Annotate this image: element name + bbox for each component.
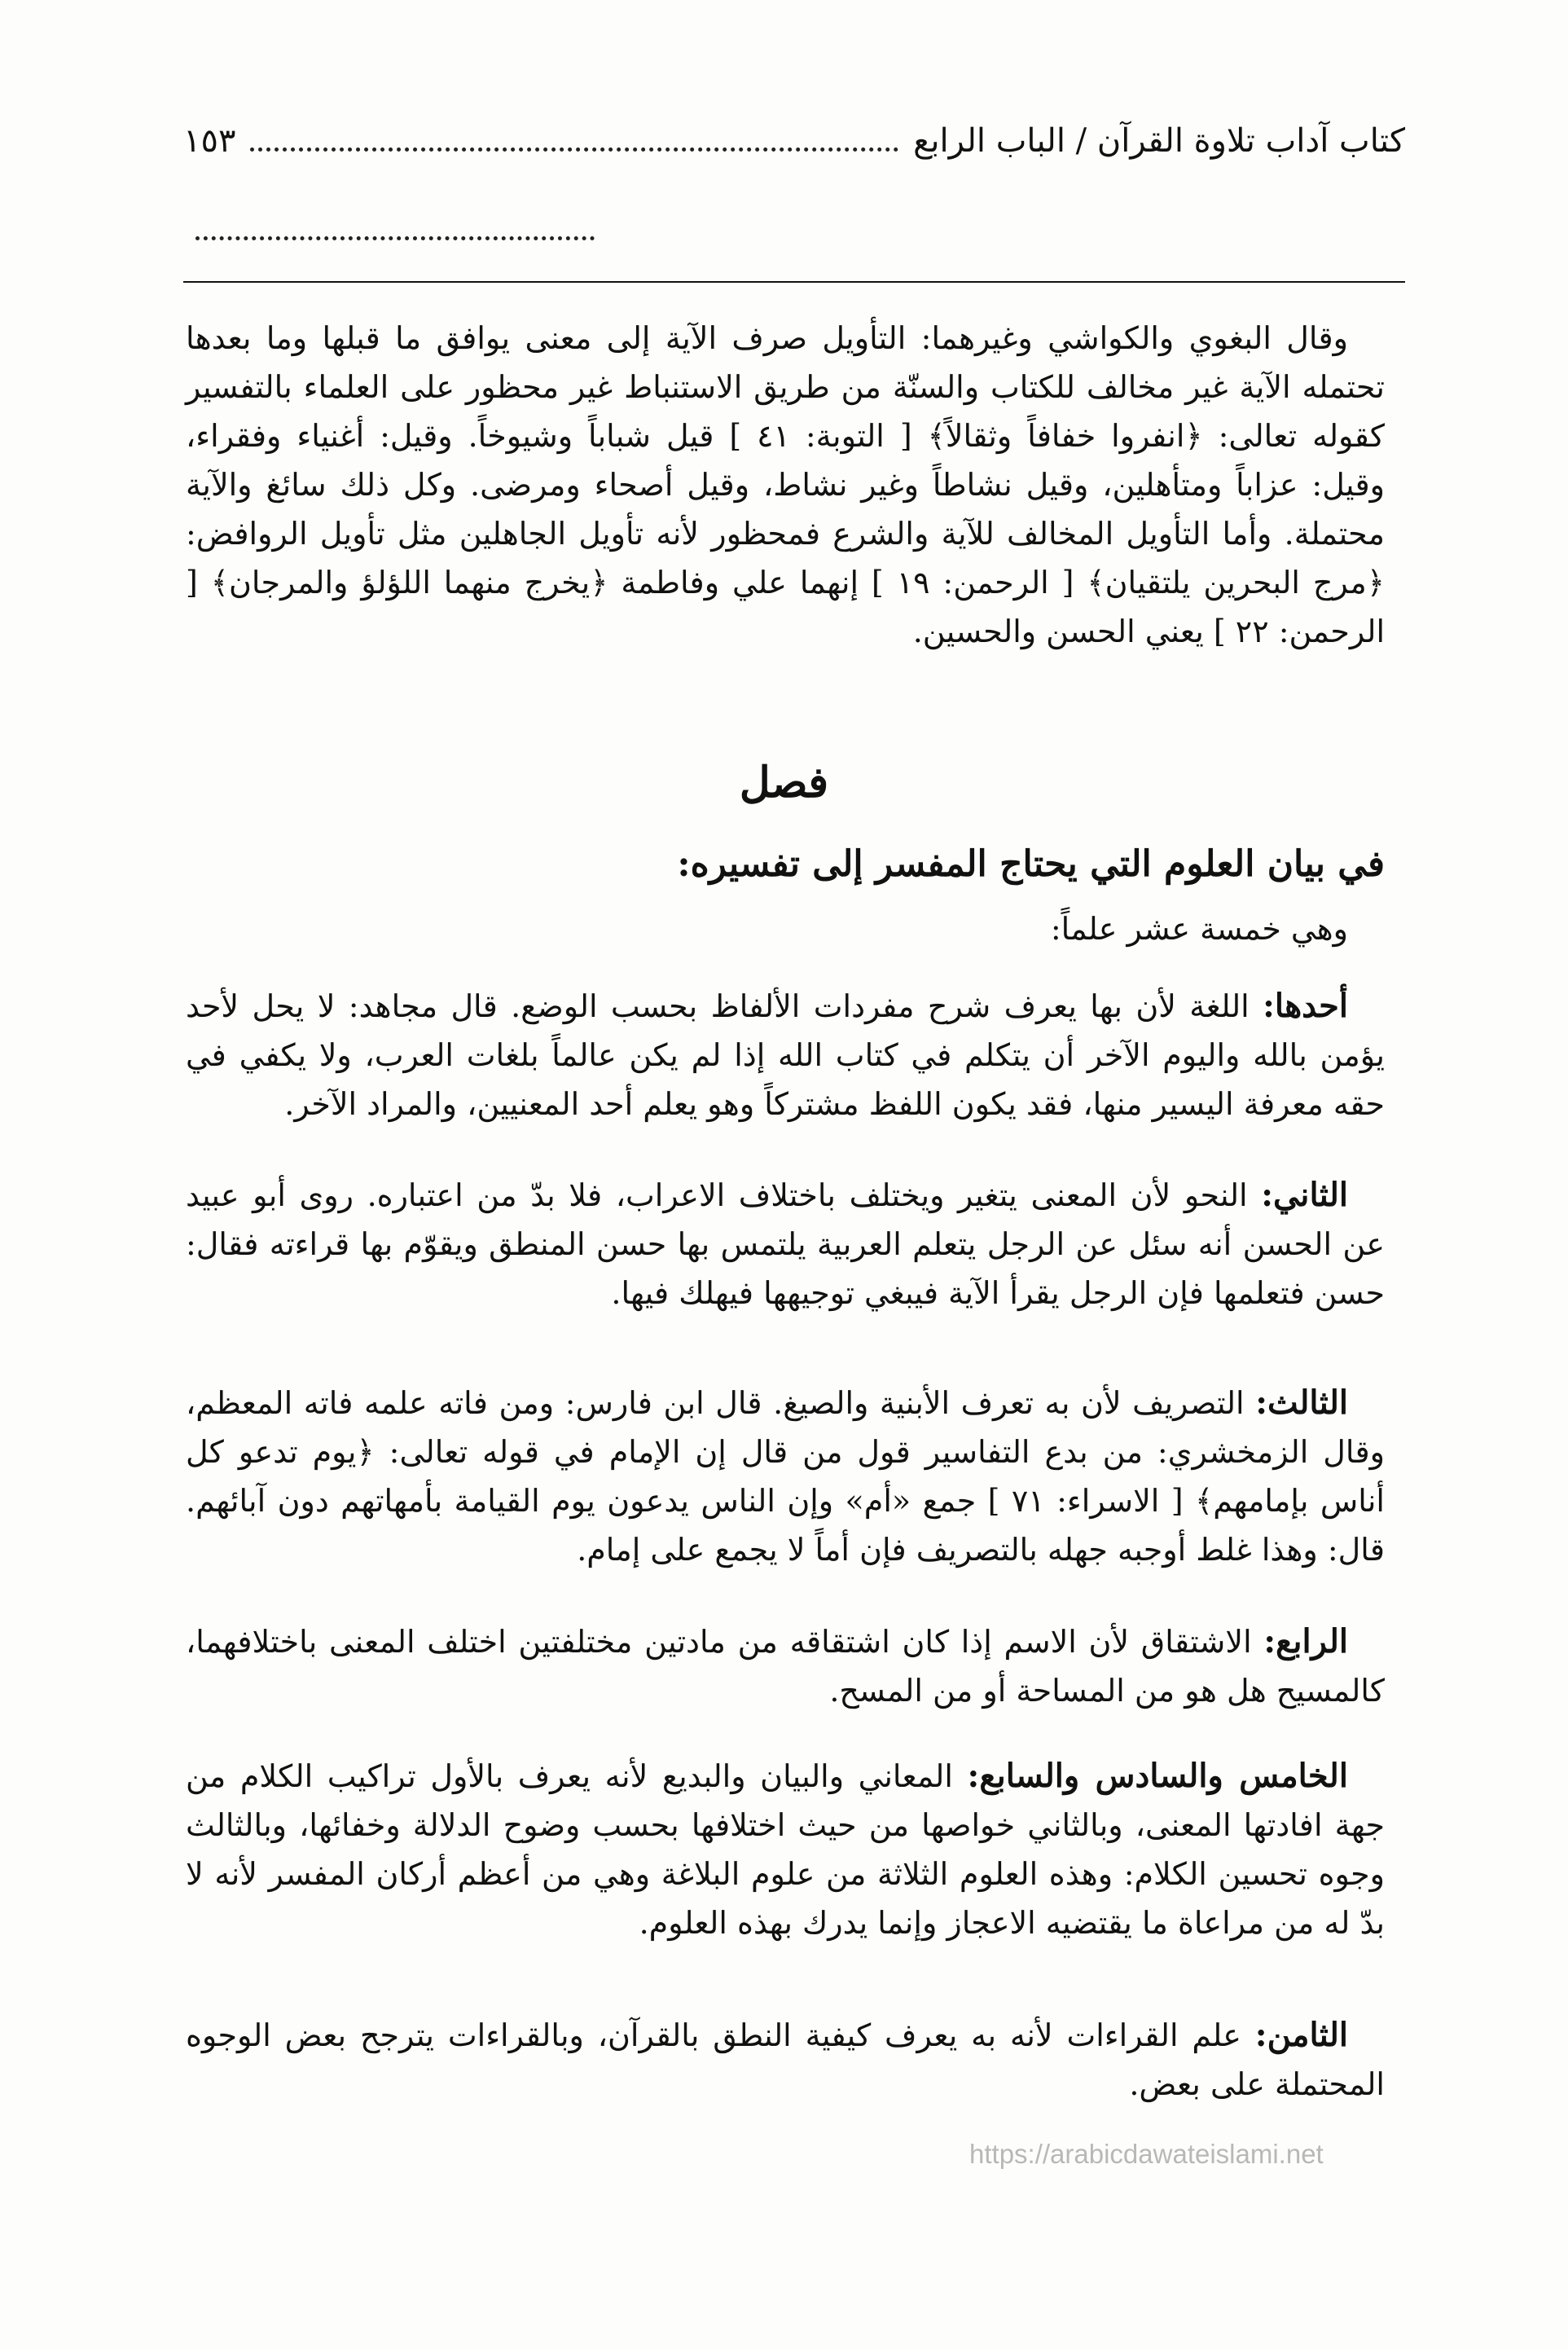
- sciences-count-line: وهي خمسة عشر علماً:: [1050, 911, 1348, 947]
- science-text: النحو لأن المعنى يتغير ويختلف باختلاف الاعراب، فلا بدّ من اعتباره. روى أبو عبيد عن الحسن أنه سئل عن الرجل يتعلم العربية يلتمس بها حسن المنطق ويقوّم بها قراءته فقال: حسن فتعلمها فإن الرجل يقرأ الآية فيبغي توجيهها فيهلك فيها.: [186, 1177, 1385, 1311]
- page-number: ١٥٣: [183, 122, 236, 160]
- science-paragraph: [186, 2011, 1385, 2109]
- science-paragraph: [186, 982, 1385, 1128]
- science-label: أحدها:: [1263, 987, 1348, 1025]
- science-label: الثامن:: [1254, 2016, 1348, 2054]
- section-heading: فصل: [739, 758, 829, 807]
- running-title: كتاب آداب تلاوة القرآن / الباب الرابع: [913, 122, 1405, 160]
- science-paragraph: [186, 1379, 1385, 1574]
- watermark-url: https://arabicdawateislami.net: [969, 2139, 1324, 2169]
- science-label: الخامس والسادس والسابع:: [967, 1757, 1348, 1795]
- science-text: علم القراءات لأنه به يعرف كيفية النطق بالقرآن، وبالقراءات يترجح بعض الوجوه المحتملة على بعض.: [186, 2017, 1385, 2102]
- science-paragraph: [186, 1752, 1385, 1947]
- science-label: الثالث:: [1255, 1383, 1348, 1422]
- science-text: المعاني والبيان والبديع لأنه يعرف بالأول تراكيب الكلام من جهة افادتها المعنى، وبالثاني خواصها من حيث اختلافها بحسب وضوح الدلالة وخفائها، وبالثالث وجوه تحسين الكلام: وهذه العلوم الثلاثة من علوم البلاغة وهي من أعظم أركان المفسر لأنه لا بدّ له من مراعاة ما يقتضيه الاعجاز وإنما يدرك بهذه العلوم.: [186, 1758, 1385, 1941]
- section-subheading: في بيان العلوم التي يحتاج المفسر إلى تفسيره:: [677, 843, 1385, 885]
- science-label: الثاني:: [1261, 1176, 1348, 1214]
- header-leader-dots: [250, 133, 898, 152]
- intro-paragraph-block: [186, 314, 1385, 656]
- science-text: الاشتقاق لأن الاسم إذا كان اشتقاقه من مادتين مختلفتين اختلف المعنى باختلافهما، كالمسيح هل هو من المساحة أو من المسح.: [186, 1624, 1385, 1709]
- science-paragraph: [186, 1171, 1385, 1317]
- science-text: التصريف لأن به تعرف الأبنية والصيغ. قال ابن فارس: ومن فاته علمه فاته المعظم، وقال الزمخشري: من بدع التفاسير قول من قال إن الإمام في قوله تعالى: ﴿يوم تدعو كل أناس بإمامهم﴾ [ الاسراء: ٧١ ] جمع «أم» وإن الناس يدعون يوم القيامة بأمهاتهم دون آبائهم. قال: وهذا غلط أوجبه جهله بالتصريف فإن أماً لا يجمع على إمام.: [186, 1385, 1385, 1568]
- science-paragraph: [186, 1617, 1385, 1715]
- running-header: [183, 122, 1405, 179]
- header-dotted-continuation: [195, 236, 595, 240]
- science-label: الرابع:: [1263, 1622, 1348, 1661]
- header-rule: [183, 281, 1405, 283]
- science-text: اللغة لأن بها يعرف شرح مفردات الألفاظ بحسب الوضع. قال مجاهد: لا يحل لأحد يؤمن بالله واليوم الآخر أن يتكلم في كتاب الله إذا لم يكن عالماً بلغات العرب، ولا يكفي في حقه معرفة اليسير منها، فقد يكون اللفظ مشتركاً وهو يعلم أحد المعنيين، والمراد الآخر.: [186, 988, 1385, 1122]
- intro-paragraph: وقال البغوي والكواشي وغيرهما: التأويل صرف الآية إلى معنى يوافق ما قبلها وما بعدها تحتمله الآية غير مخالف للكتاب والسنّة من طريق الاستنباط غير محظور على العلماء بالتفسير كقوله تعالى: ﴿انفروا خفافاً وثقالاً﴾ [ التوبة: ٤١ ] قيل شباباً وشيوخاً. وقيل: أغنياء وفقراء، وقيل: عزاباً ومتأهلين، وقيل نشاطاً وغير نشاط، وقيل أصحاء ومرضى. وكل ذلك سائغ والآية محتملة. وأما التأويل المخالف للآية والشرع فمحظور لأنه تأويل الجاهلين مثل تأويل الروافض: ﴿مرج البحرين يلتقيان﴾ [ الرحمن: ١٩ ] إنهما علي وفاطمة ﴿يخرج منهما اللؤلؤ والمرجان﴾ [ الرحمن: ٢٢ ] يعني الحسن والحسين.: [186, 320, 1385, 649]
